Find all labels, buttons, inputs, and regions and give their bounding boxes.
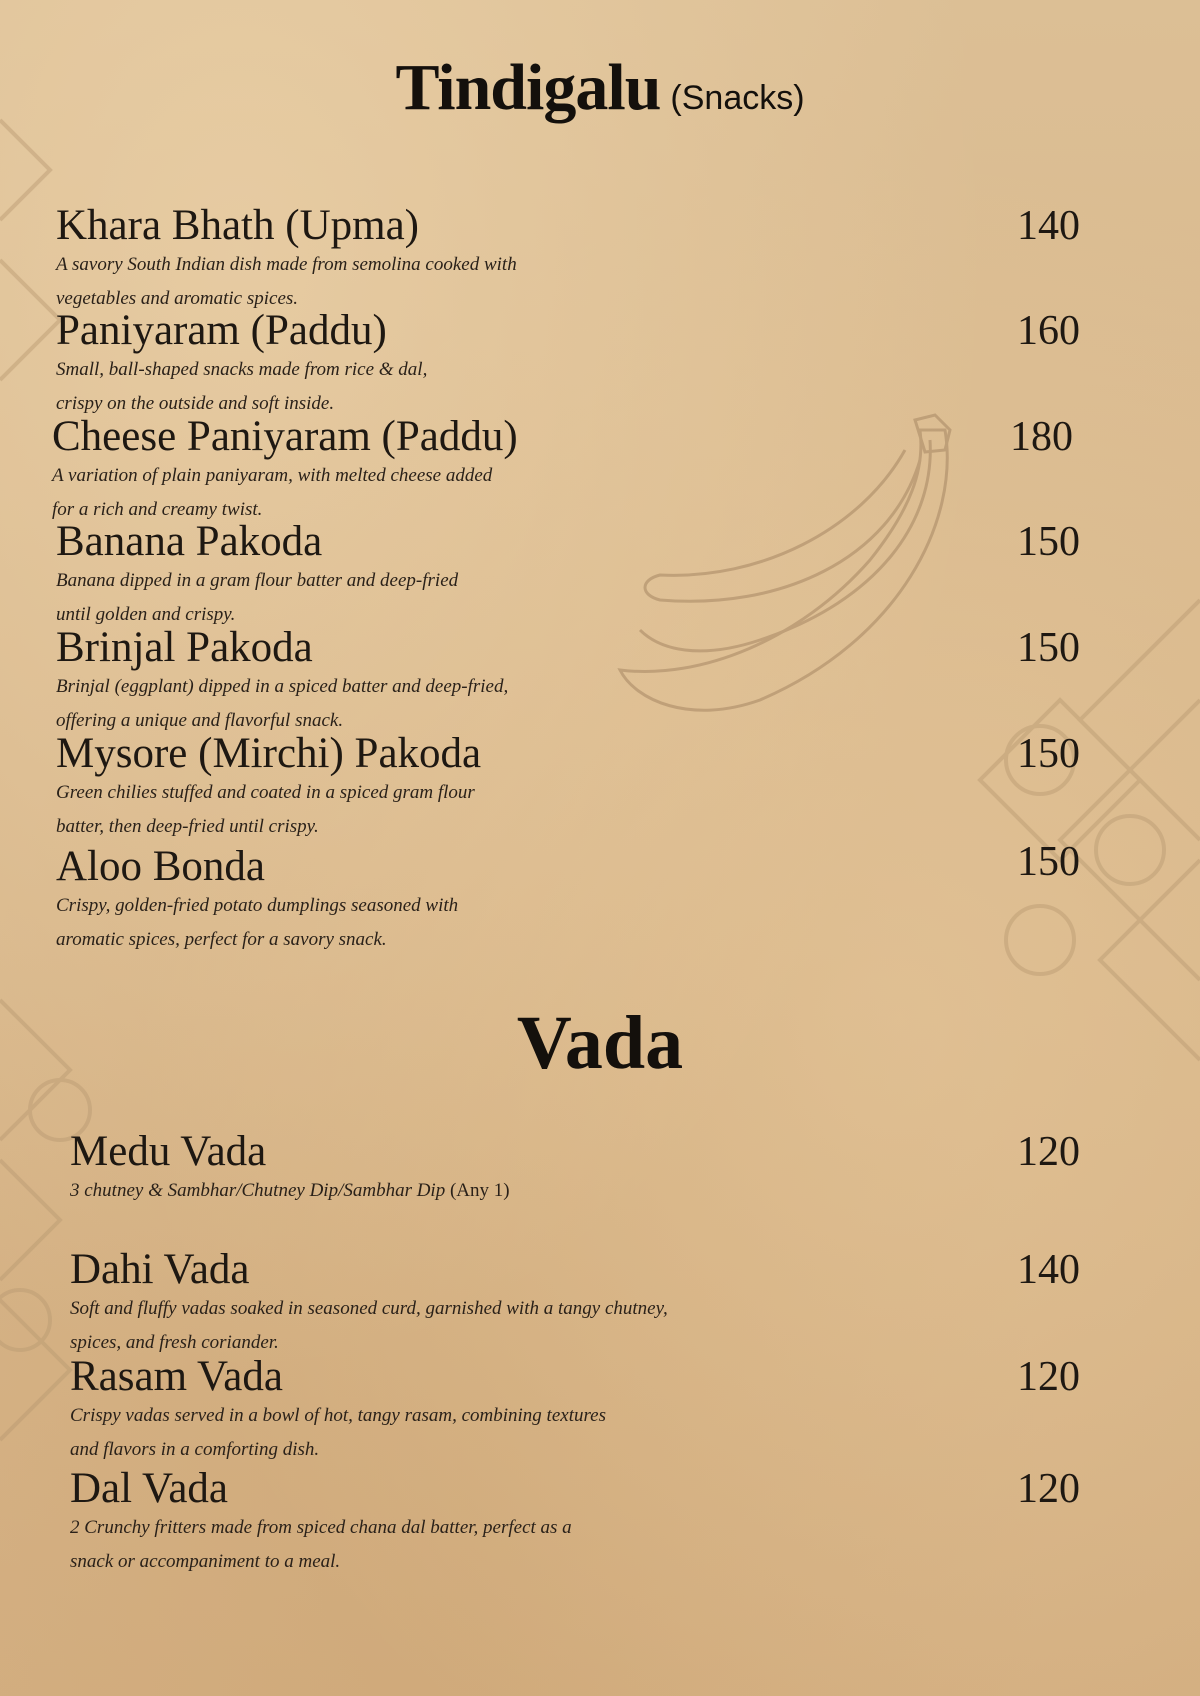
item-price: 140 [1017, 203, 1080, 249]
item-name: Banana Pakoda [56, 518, 323, 565]
item-name: Mysore (Mirchi) Pakoda [56, 730, 482, 777]
item-description: Brinjal (eggplant) dipped in a spiced batter and deep-fried, offering a unique and flavorful snack. [56, 676, 509, 731]
item-name: Dal Vada [70, 1465, 229, 1512]
section-title-snacks [0, 50, 1200, 126]
item-description [70, 1174, 790, 1208]
item-description-text: 3 chutney & Sambhar/Chutney Dip/Sambhar Dip [70, 1180, 446, 1201]
item-price: 120 [1017, 1129, 1080, 1175]
item-price: 150 [1017, 839, 1080, 885]
item-description: Small, ball-shaped snacks made from rice & dal, crispy on the outside and soft inside. [56, 359, 428, 414]
item-description: Banana dipped in a gram flour batter and deep-fried until golden and crispy. [56, 570, 459, 625]
item-name: Khara Bhath (Upma) [56, 202, 419, 249]
item-price: 150 [1017, 731, 1080, 777]
section-title-text: Tindigalu [395, 51, 661, 124]
item-name: Cheese Paniyaram (Paddu) [52, 413, 518, 460]
section-title-vada: Vada [516, 1001, 684, 1085]
item-name: Medu Vada [70, 1128, 267, 1175]
item-description: A savory South Indian dish made from semolina cooked with vegetables and aromatic spices. [56, 254, 517, 309]
item-description-suffix: (Any 1) [449, 1180, 510, 1201]
item-name: Rasam Vada [70, 1353, 283, 1400]
item-description: 2 Crunchy fritters made from spiced chana dal batter, perfect as a snack or accompaniment to a meal. [70, 1517, 572, 1572]
item-price: 120 [1017, 1354, 1080, 1400]
item-price: 150 [1017, 519, 1080, 565]
item-description: A variation of plain paniyaram, with melted cheese added for a rich and creamy twist. [52, 465, 493, 520]
item-price: 140 [1017, 1247, 1080, 1293]
section-subtitle: (Snacks) [670, 79, 805, 117]
item-description: Crispy, golden-fried potato dumplings seasoned with aromatic spices, perfect for a savory snack. [56, 895, 459, 950]
item-name: Brinjal Pakoda [56, 624, 313, 671]
item-description: Crispy vadas served in a bowl of hot, tangy rasam, combining textures and flavors in a comforting dish. [70, 1405, 606, 1460]
item-description: Green chilies stuffed and coated in a spiced gram flour batter, then deep-fried until crispy. [56, 782, 475, 837]
item-name: Dahi Vada [70, 1246, 250, 1293]
item-price: 160 [1017, 308, 1080, 354]
item-price: 120 [1017, 1466, 1080, 1512]
item-price: 150 [1017, 625, 1080, 671]
item-name: Paniyaram (Paddu) [56, 307, 387, 354]
item-name: Aloo Bonda [56, 843, 266, 890]
item-description: Soft and fluffy vadas soaked in seasoned curd, garnished with a tangy chutney, spices, and fresh coriander. [70, 1298, 668, 1353]
item-price: 180 [1010, 414, 1073, 460]
